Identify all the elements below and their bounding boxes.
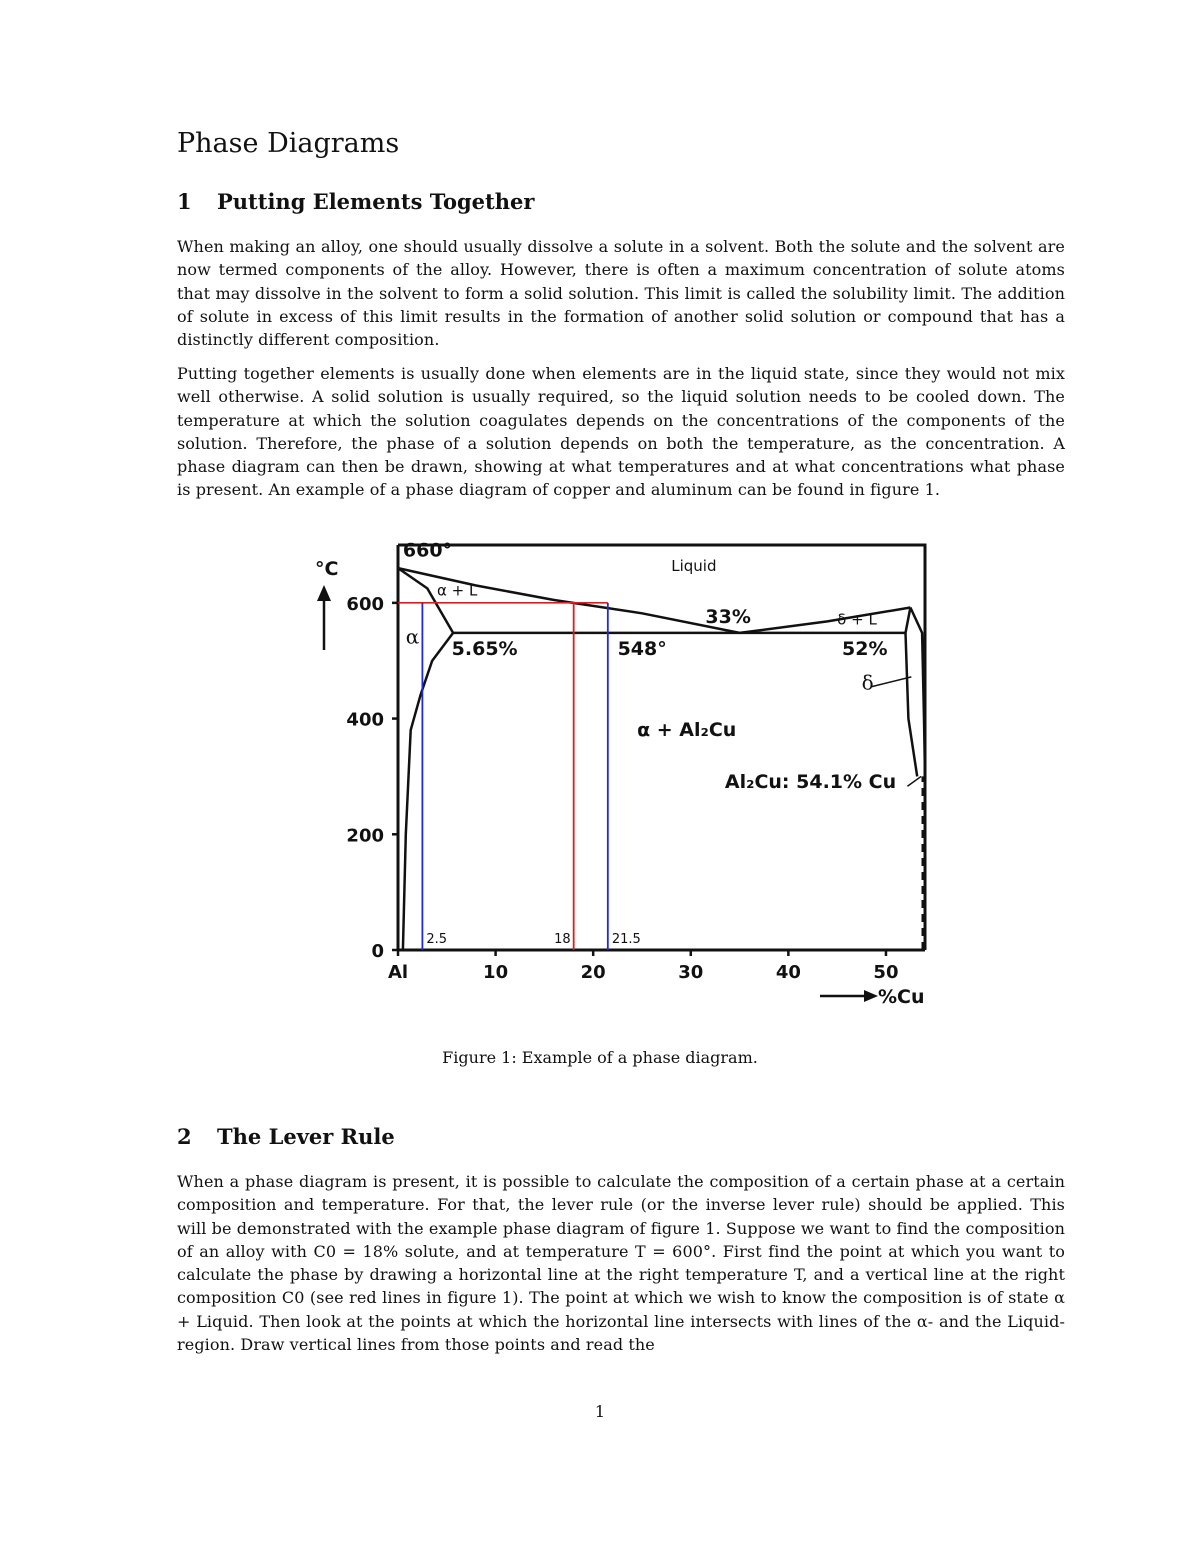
curve-liquidus-right xyxy=(740,608,911,633)
x-tick-label-1: 10 xyxy=(483,962,509,983)
y-tick-label-1: 200 xyxy=(346,825,384,847)
x-tick-label-5: 50 xyxy=(873,962,899,983)
phase-diagram-figure xyxy=(300,535,940,1015)
annotation-6: 5.65% xyxy=(451,637,518,660)
section-2-number: 2 xyxy=(177,1124,192,1149)
annotation-8: 52% xyxy=(842,637,888,660)
vline-label-1: 18 xyxy=(554,932,571,947)
x-axis-label: %Cu xyxy=(878,986,925,1008)
annotation-11: Al₂Cu: 54.1% Cu xyxy=(724,771,897,793)
section-1-paragraph-1: When making an alloy, one should usually dissolve a solute in a solvent. Both the solute and the solvent are now termed components of the alloy. However, there is often a maximum concentration of solute atoms that may dissolve in the solvent to form a solid solution. This limit is called the solubility limit. The addition of solute in excess of this limit results in the formation of another solid solution or compound that has a distinctly different composition. xyxy=(177,237,1065,350)
annotation-9: δ xyxy=(861,670,874,695)
x-tick-label-2: 20 xyxy=(580,962,606,983)
annotation-4: δ + L xyxy=(837,610,877,629)
y-tick-label-2: 400 xyxy=(346,709,384,731)
vline-label-2: 21.5 xyxy=(611,932,641,947)
x-tick-label-3: 30 xyxy=(678,962,704,983)
phase-diagram-chart xyxy=(300,535,940,1015)
delta-pointer-line xyxy=(871,677,911,687)
vline-label-0: 2.5 xyxy=(426,932,448,947)
y-axis-label: °C xyxy=(315,558,339,580)
y-tick-label-0: 0 xyxy=(371,941,384,962)
annotation-5: α xyxy=(405,624,420,649)
x-axis-arrow-head xyxy=(864,990,878,1002)
x-tick-label-0: Al xyxy=(387,962,409,983)
y-tick-label-3: 600 xyxy=(346,593,384,615)
annotation-3: 33% xyxy=(705,606,751,629)
annotation-7: 548° xyxy=(617,637,667,660)
curve-delta-left xyxy=(906,608,918,777)
curve-solvus-alpha xyxy=(403,633,453,950)
annotation-1: Liquid xyxy=(671,557,717,576)
section-1-number: 1 xyxy=(177,189,192,214)
document-title: Phase Diagrams xyxy=(177,128,400,159)
figure-caption: Figure 1: Example of a phase diagram. xyxy=(442,1048,758,1067)
plot-frame xyxy=(398,545,925,950)
y-axis-arrow-head xyxy=(317,585,331,601)
annotation-10: α + Al₂Cu xyxy=(637,718,737,741)
section-2-heading xyxy=(177,1124,395,1149)
section-2-paragraph-1: When a phase diagram is present, it is possible to calculate the composition of a certain phase at a certain composition and temperature. For that, the lever rule (or the inverse lever rule) should be applied. This will be demonstrated with the example phase diagram of figure 1. Suppose we want to find the composition of an alloy with C0 = 18% solute, and at temperature T = 600°. First find the point at which you want to calculate the phase by drawing a horizontal line at the right temperature T, and a vertical line at the right composition C0 (see red lines in figure 1). The point at which we wish to know the composition is of state α + Liquid. Then look at the points at which the horizontal line intersects with lines of the α- and the Liquid-region. Draw vertical lines from those points and read the xyxy=(177,1172,1065,1355)
curve-liquidus-left xyxy=(398,568,740,633)
section-1-paragraph-2: Putting together elements is usually done when elements are in the liquid state, since they would not mix well otherwise. A solid solution is usually required, so the liquid solution needs to be cooled down. The temperature at which the solution coagulates depends on the concentrations of the components of the solution. Therefore, the phase of a solution depends on both the temperature, as the concentration. A phase diagram can then be drawn, showing at what temperatures and at what concentrations what phase is present. An example of a phase diagram of copper and aluminum can be found in figure 1. xyxy=(177,364,1065,500)
page-number: 1 xyxy=(594,1402,606,1421)
al2cu-pointer-line xyxy=(907,776,921,786)
annotation-0: 660° xyxy=(402,539,453,562)
x-tick-label-4: 40 xyxy=(775,962,801,983)
section-1-heading xyxy=(177,189,534,214)
section-1-title: Putting Elements Together xyxy=(217,189,535,214)
annotation-2: α + L xyxy=(437,581,478,600)
section-2-title: The Lever Rule xyxy=(217,1124,395,1149)
